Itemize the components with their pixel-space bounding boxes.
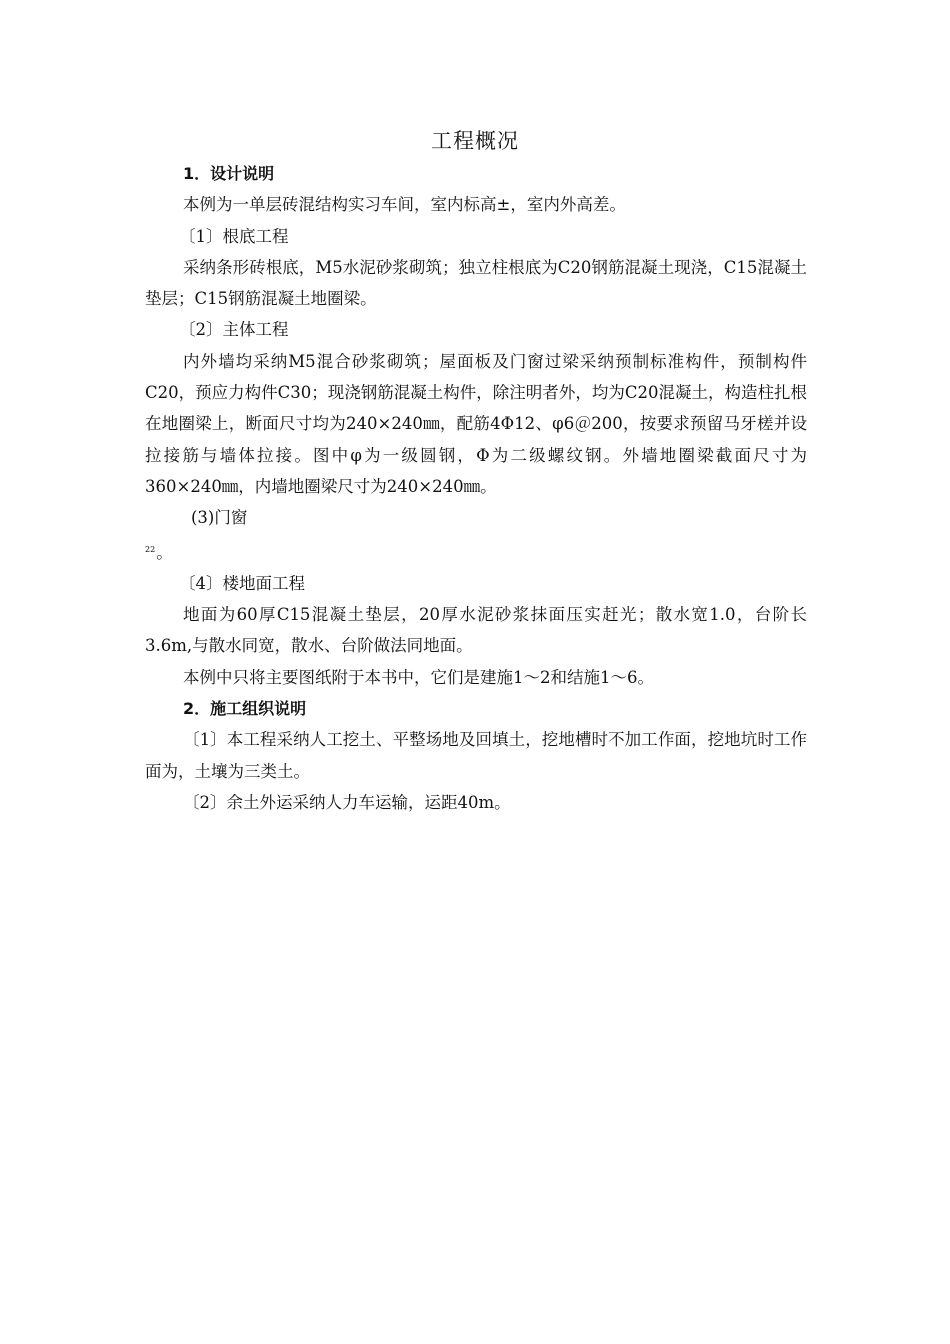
paragraph-main-structure: 内外墙均采纳M5混合砂浆砌筑；屋面板及门窗过梁采纳预制标准构件，预制构件C20，预应力构件C30；现浇钢筋混凝土构件，除注明者外，均为C20混凝土，构造柱扎根在地圈梁上，断面尺寸均为240×240㎜，配筋4Φ12、φ6＠200，按要求预留马牙槎并设拉接筋与墙体拉接。图中φ为一级圆钢，Φ为二级螺纹钢。外墙地圈梁截面尺寸为360×240㎜，内墙地圈梁尺寸为240×240㎜。 [145,351,807,496]
section-heading-design: 1．设计说明 [183,164,275,183]
doors-windows-text: 。 [156,542,173,562]
paragraph-construction-item1: 〔1〕本工程采纳人工挖土、平整场地及回填土，挖地槽时不加工作面，挖地坑时工作面为，土壤为三类土。 [145,730,807,781]
document-title: 工程概况 [431,129,519,153]
paragraph-construction-item2: 〔2〕余土外运采纳人力车运输，运距40m。 [183,792,511,812]
paragraph-doors-windows [145,534,807,568]
paragraph-floor: 地面为60厚C15混凝土垫层，20厚水泥砂浆抹面压实赶光；散水宽1.0，台阶长3.6m,与散水同宽，散水、台阶做法同地面。 [145,605,807,656]
subheading-foundation: 〔1〕根底工程 [179,226,289,246]
subheading-main-structure: 〔2〕主体工程 [179,320,289,340]
subheading-floor: 〔4〕楼地面工程 [179,573,305,593]
section-heading-construction: 2．施工组织说明 [183,699,307,719]
paragraph-foundation: 采纳条形砖根底，M5水泥砂浆砌筑；独立柱根底为C20钢筋混凝土现浇，C15混凝土垫层；C15钢筋混凝土地圈梁。 [145,257,807,309]
superscript-note: 22 [145,544,156,554]
subheading-doors-windows: (3)门窗 [191,508,248,528]
paragraph-intro: 本例为一单层砖混结构实习车间，室内标高±，室内外高差。 [183,195,626,215]
document-body [145,158,807,818]
paragraph-drawings-note: 本例中只将主要图纸附于本书中，它们是建施1～2和结施1～6。 [183,667,654,687]
